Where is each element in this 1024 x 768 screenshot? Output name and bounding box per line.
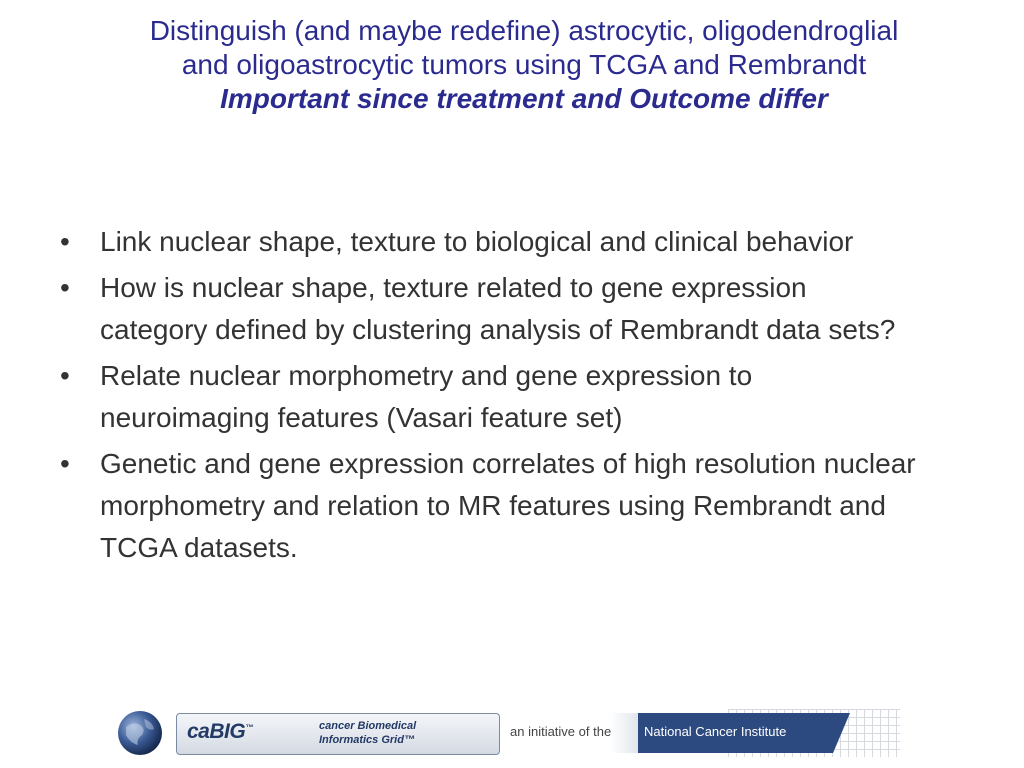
slide-title bbox=[40, 14, 1008, 116]
title-line-2: and oligoastrocytic tumors using TCGA and Rembrandt bbox=[181, 49, 867, 80]
footer-banner bbox=[116, 707, 900, 759]
program-line-1: cancer Biomedical bbox=[319, 720, 417, 732]
bullet-item bbox=[56, 355, 916, 439]
bullet-text: Genetic and gene expression correlates of high resolution nuclear morphometry and relation to MR features using Rembrandt and TCGA datasets. bbox=[100, 448, 916, 563]
bullet-marker: • bbox=[60, 360, 70, 391]
cabig-program-name bbox=[319, 719, 416, 747]
bullet-marker: • bbox=[60, 272, 70, 303]
program-line-2: Informatics Grid™ bbox=[319, 734, 415, 746]
bullet-list bbox=[56, 221, 916, 573]
title-line-1: Distinguish (and maybe redefine) astrocytic, oligodendroglial bbox=[149, 15, 899, 46]
institute-name: National Cancer Institute bbox=[644, 724, 787, 739]
title-emphasis: Important since treatment and Outcome differ bbox=[220, 83, 828, 114]
bullet-text: Relate nuclear morphometry and gene expression to neuroimaging features (Vasari feature set) bbox=[100, 360, 753, 433]
cabig-logo-text: caBIG bbox=[187, 720, 246, 743]
bullet-marker: • bbox=[60, 448, 70, 479]
bullet-marker: • bbox=[60, 226, 70, 257]
bullet-text: Link nuclear shape, texture to biological and clinical behavior bbox=[100, 226, 854, 257]
bullet-item bbox=[56, 267, 916, 351]
bullet-text: How is nuclear shape, texture related to gene expression category defined by clustering analysis of Rembrandt data sets? bbox=[100, 272, 896, 345]
initiative-text: an initiative of the bbox=[510, 724, 612, 739]
cabig-logo bbox=[187, 720, 253, 744]
bullet-item bbox=[56, 221, 916, 263]
bullet-item bbox=[56, 443, 916, 569]
globe-icon bbox=[116, 709, 164, 757]
cabig-logo-box bbox=[176, 713, 500, 755]
cabig-trademark: ™ bbox=[245, 723, 253, 732]
